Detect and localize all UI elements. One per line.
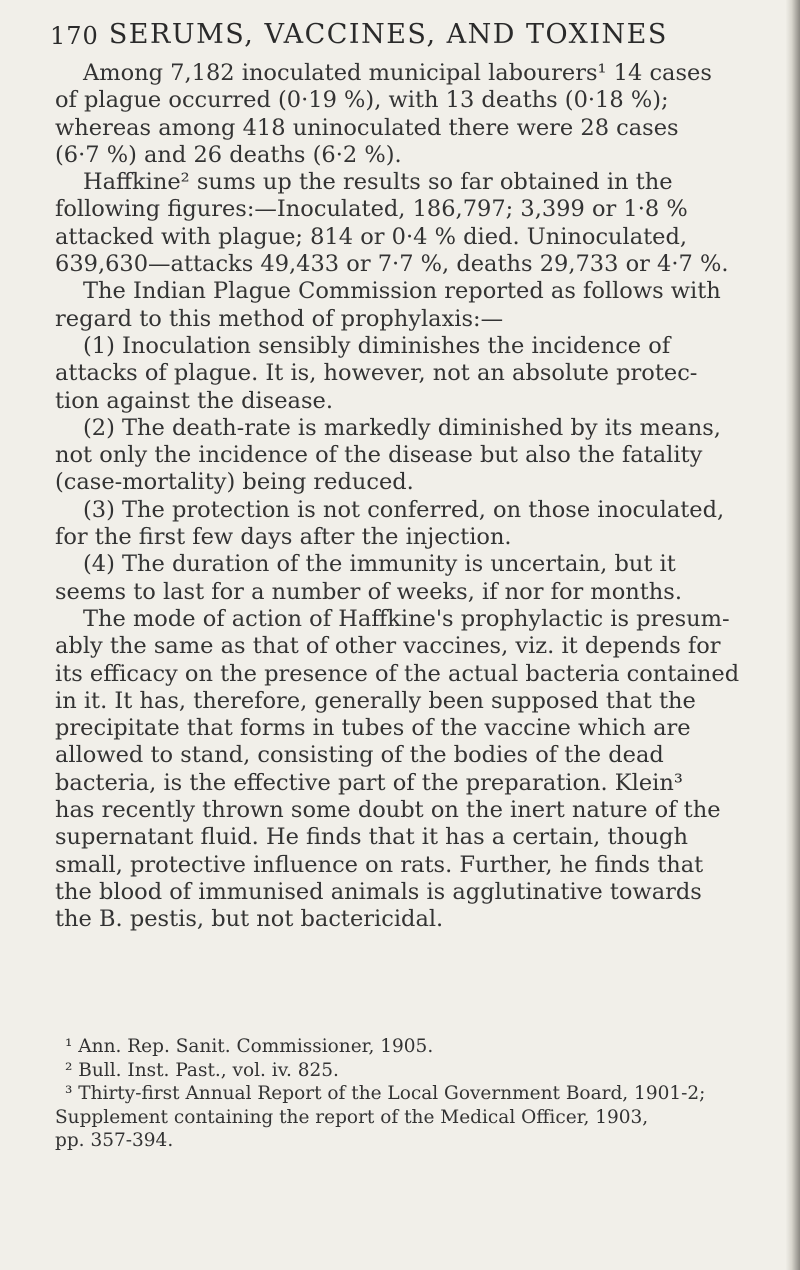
body-line: the blood of immunised animals is agglutinative towards: [55, 878, 702, 905]
body-line: The mode of action of Haffkine's prophylactic is presum-: [83, 605, 730, 632]
body-line: the B. pestis, but not bactericidal.: [55, 906, 444, 933]
body-line: of plague occurred (0·19 %), with 13 deaths (0·18 %);: [55, 87, 669, 114]
running-head: SERUMS, VACCINES, AND TOXINES: [108, 19, 668, 50]
body-line: allowed to stand, consisting of the bodies of the dead: [55, 742, 664, 769]
body-line: in it. It has, therefore, generally been supposed that the: [55, 687, 696, 714]
footnote: ¹ Ann. Rep. Sanit. Commissioner, 1905.: [65, 1036, 434, 1057]
footnote: pp. 357-394.: [55, 1130, 174, 1151]
body-line: tion against the disease.: [55, 387, 333, 414]
body-line: not only the incidence of the disease but also the fatality: [55, 442, 703, 469]
body-line: (3) The protection is not conferred, on those inoculated,: [83, 496, 725, 523]
body-text: [55, 60, 767, 934]
body-line: attacks of plague. It is, however, not an absolute protec-: [55, 360, 698, 387]
body-line: Among 7,182 inoculated municipal labourers¹ 14 cases: [83, 60, 712, 86]
body-line: The Indian Plague Commission reported as follows with: [83, 278, 721, 305]
body-line: (case-mortality) being reduced.: [55, 469, 414, 496]
body-line: bacteria, is the effective part of the preparation. Klein³: [55, 769, 683, 796]
footnote: ³ Thirty-first Annual Report of the Local Government Board, 1901-2;: [65, 1083, 706, 1104]
footnotes: [55, 1035, 767, 1153]
page-edge-shadow: [786, 0, 800, 1270]
body-line: has recently thrown some doubt on the inert nature of the: [55, 797, 721, 824]
footnote: Supplement containing the report of the Medical Officer, 1903,: [55, 1106, 649, 1128]
body-line: following figures:—Inoculated, 186,797; 3,399 or 1·8 %: [55, 196, 688, 223]
page-header: [50, 6, 750, 50]
body-line: for the first few days after the injection.: [55, 524, 512, 551]
body-line: (6·7 %) and 26 deaths (6·2 %).: [55, 141, 402, 168]
body-line: ably the same as that of other vaccines, viz. it depends for: [55, 633, 721, 660]
body-line: 639,630—attacks 49,433 or 7·7 %, deaths 29,733 or 4·7 %.: [55, 251, 729, 278]
body-line: attacked with plague; 814 or 0·4 % died. Uninoculated,: [55, 223, 688, 250]
body-line: Haffkine² sums up the results so far obtained in the: [83, 169, 673, 196]
body-line: (4) The duration of the immunity is uncertain, but it: [83, 551, 676, 578]
page-number: 170: [50, 22, 99, 50]
body-line: supernatant fluid. He finds that it has a certain, though: [55, 824, 688, 851]
body-line: precipitate that forms in tubes of the vaccine which are: [55, 715, 691, 742]
body-line: regard to this method of prophylaxis:—: [55, 305, 504, 332]
footnote: ² Bull. Inst. Past., vol. iv. 825.: [65, 1059, 339, 1081]
body-line: small, protective influence on rats. Further, he finds that: [55, 851, 704, 878]
body-line: whereas among 418 uninoculated there were 28 cases: [55, 114, 679, 141]
body-line: seems to last for a number of weeks, if nor for months.: [55, 578, 683, 605]
body-line: (2) The death-rate is markedly diminished by its means,: [83, 414, 721, 441]
body-line: (1) Inoculation sensibly diminishes the incidence of: [83, 332, 671, 359]
body-line: its efficacy on the presence of the actual bacteria contained: [55, 660, 740, 687]
